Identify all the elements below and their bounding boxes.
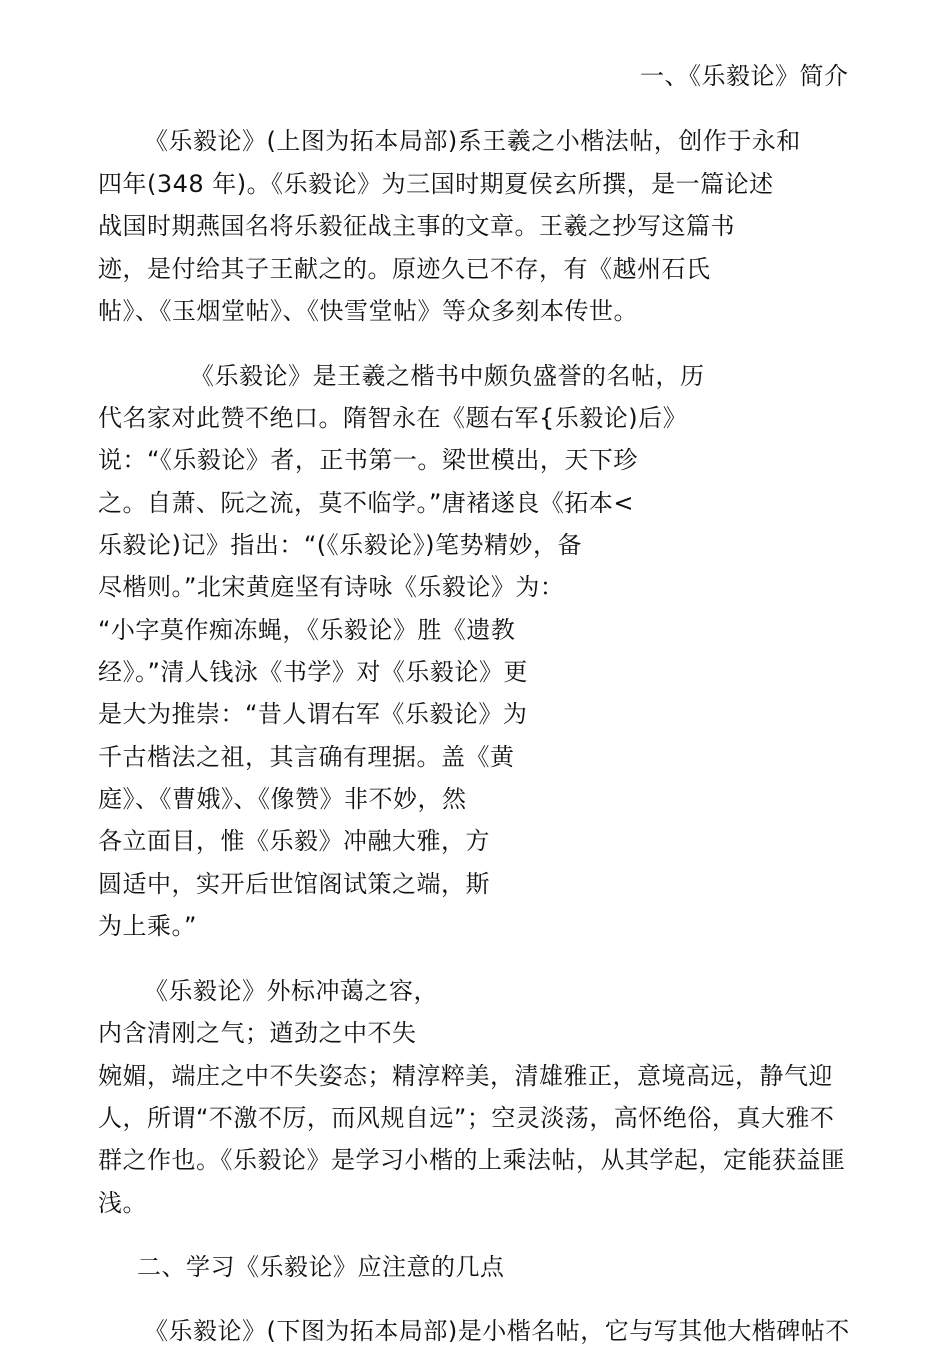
text-line: 尽楷则。”北宋黄庭坚有诗咏《乐毅论》为： (98, 573, 565, 601)
text-line: 为上乘。” (98, 912, 197, 940)
text-line: 人，所谓“不激不厉，而风规自远”；空灵淡荡，高怀绝俗，真大雅不 (98, 1104, 835, 1132)
text-line: 《乐毅论》外标冲蔼之容， (144, 977, 438, 1005)
text-line: 乐毅论)记》指出：“(《乐毅论》)笔势精妙，备 (98, 531, 583, 559)
text-line: 群之作也。《乐毅论》是学习小楷的上乘法帖，从其学起，定能获益匪 (98, 1146, 846, 1174)
text-line: 说：“《乐毅论》者，正书第一。梁世模出，天下珍 (98, 446, 638, 474)
text-line: 《乐毅论》是王羲之楷书中颇负盛誉的名帖，历 (190, 362, 705, 390)
text-line: 经》。”清人钱泳《书学》对《乐毅论》更 (98, 658, 528, 686)
text-line: 《乐毅论》(下图为拓本局部)是小楷名帖，它与写其他大楷碑帖不 (144, 1317, 850, 1345)
text-line: 帖》、《玉烟堂帖》、《快雪堂帖》等众多刻本传世。 (98, 297, 638, 325)
text-line: 之。自萧、阮之流，莫不临学。”唐褚遂良《拓本< (98, 489, 635, 517)
text-line: 婉媚，端庄之中不失姿态；精淳粹美，清雄雅正，意境高远，静气迎 (98, 1062, 833, 1090)
text-line: 是大为推崇：“昔人谓右军《乐毅论》为 (98, 700, 528, 728)
text-line: 庭》、《曹娥》、《像赞》非不妙，然 (98, 785, 467, 813)
text-line: 各立面目，惟《乐毅》冲融大雅，方 (98, 827, 490, 855)
text-line: 千古楷法之祖，其言确有理据。盖《黄 (98, 743, 515, 771)
section-heading-2: 二、学习《乐毅论》应注意的几点 (137, 1253, 505, 1281)
text-line: 圆适中，实开后世馆阁试策之端，斯 (98, 870, 490, 898)
text-line: 代名家对此赞不绝口。隋智永在《题右军{乐毅论)后》 (98, 404, 688, 432)
text-line: 四年(348 年)。《乐毅论》为三国时期夏侯玄所撰，是一篇论述 (98, 170, 774, 198)
text-line: 战国时期燕国名将乐毅征战主事的文章。王羲之抄写这篇书 (98, 212, 735, 240)
text-line: “小字莫作痴冻蝇，《乐毅论》胜《遗教 (98, 616, 516, 644)
text-line: 浅。 (98, 1189, 147, 1217)
text-line: 《乐毅论》(上图为拓本局部)系王羲之小楷法帖，创作于永和 (144, 127, 801, 155)
text-line: 迹，是付给其子王献之的。原迹久已不存，有《越州石氏 (98, 255, 711, 283)
section-heading-1: 一、《乐毅论》简介 (640, 62, 849, 90)
text-line: 内含清刚之气；遒劲之中不失 (98, 1019, 417, 1047)
